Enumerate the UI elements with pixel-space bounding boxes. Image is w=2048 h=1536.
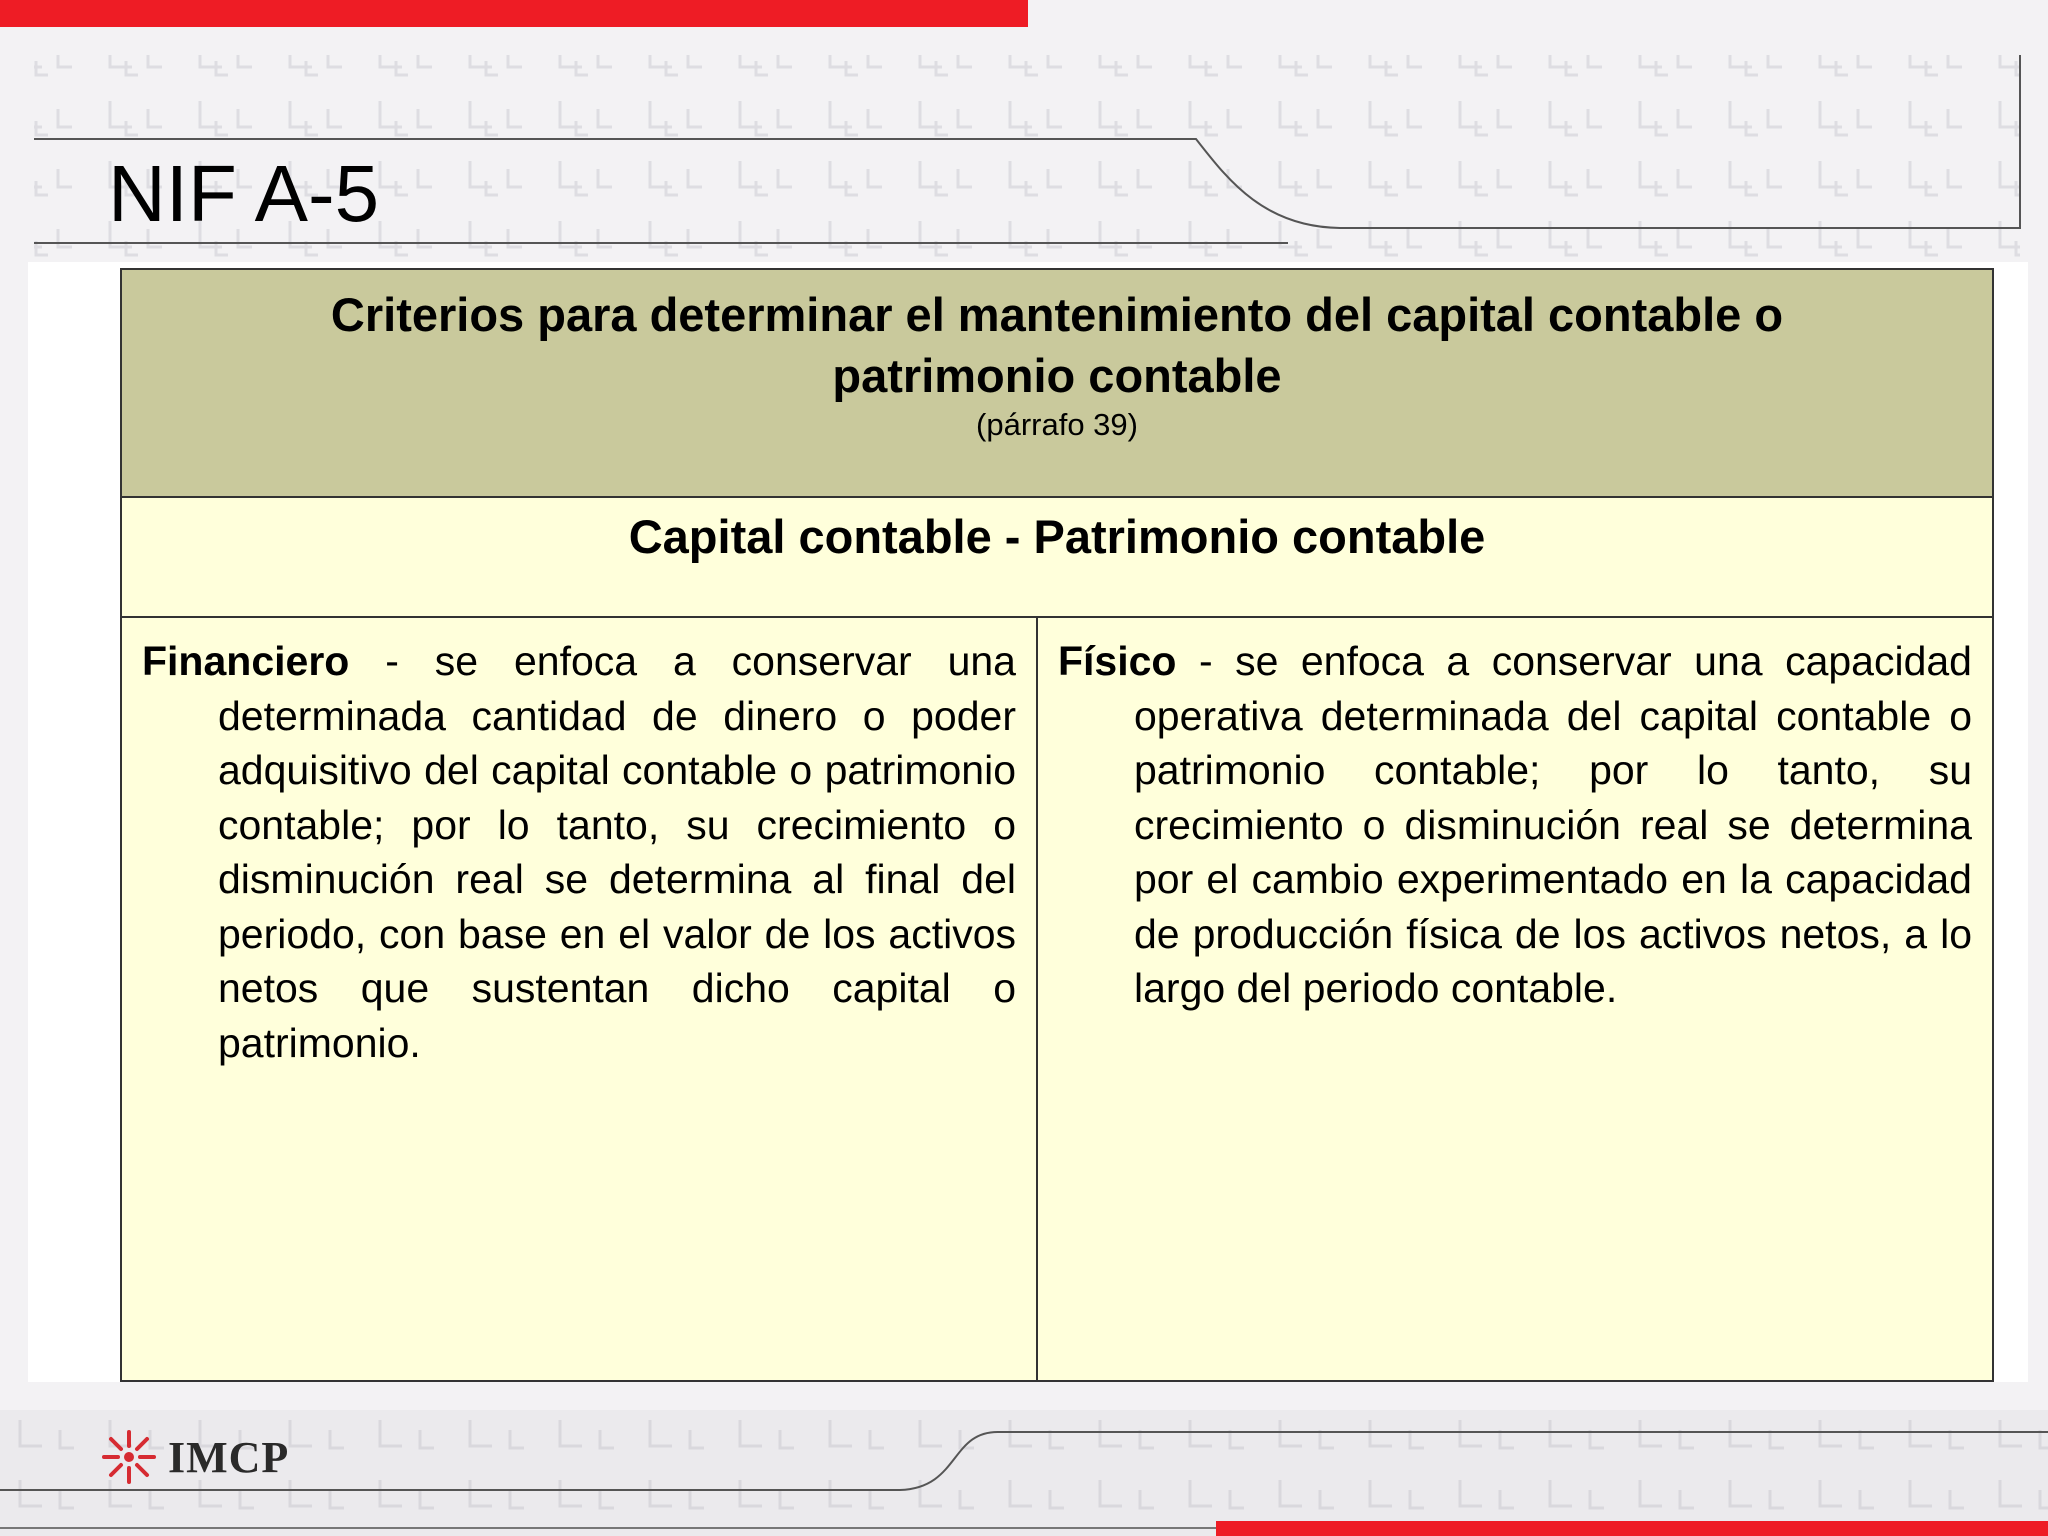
fisico-description xyxy=(1058,634,1972,1016)
column-financiero xyxy=(120,616,1038,1382)
column-fisico xyxy=(1036,616,1994,1382)
imcp-logo xyxy=(100,1425,289,1489)
imcp-logo-text: IMCP xyxy=(168,1432,290,1482)
financiero-term: Financiero xyxy=(142,638,350,684)
imcp-star-icon xyxy=(100,1428,158,1486)
table-header xyxy=(120,268,1994,498)
fisico-term: Físico xyxy=(1058,638,1177,684)
table-subheader: Capital contable - Patrimonio contable xyxy=(120,496,1994,618)
table-reference: (párrafo 39) xyxy=(976,407,1138,442)
table-title: Criterios para determinar el mantenimiento del capital contable o patrimonio contable xyxy=(330,288,1784,402)
bottom-red-bar xyxy=(1216,1521,2048,1536)
criteria-table xyxy=(120,268,1994,1382)
fisico-text: - se enfoca a conservar una capacidad operativa determinada del capital contable o patrimonio contable; por lo tanto, su crecimiento o disminución real se determina por el cambio experimentado en la capacidad de producción física de los activos netos, a lo largo del periodo contable. xyxy=(1134,638,1972,1011)
footer-decoration xyxy=(0,1410,2048,1536)
top-red-bar xyxy=(0,0,1028,27)
financiero-text: - se enfoca a conservar una determinada cantidad de dinero o poder adquisitivo del capital contable o patrimonio contable; por lo tanto, su crecimiento o disminución real se determina al final del periodo, con base en el valor de los activos netos que sustentan dicho capital o patrimonio. xyxy=(218,638,1016,1066)
page-title: NIF A-5 xyxy=(108,149,380,238)
financiero-description xyxy=(142,634,1016,1070)
